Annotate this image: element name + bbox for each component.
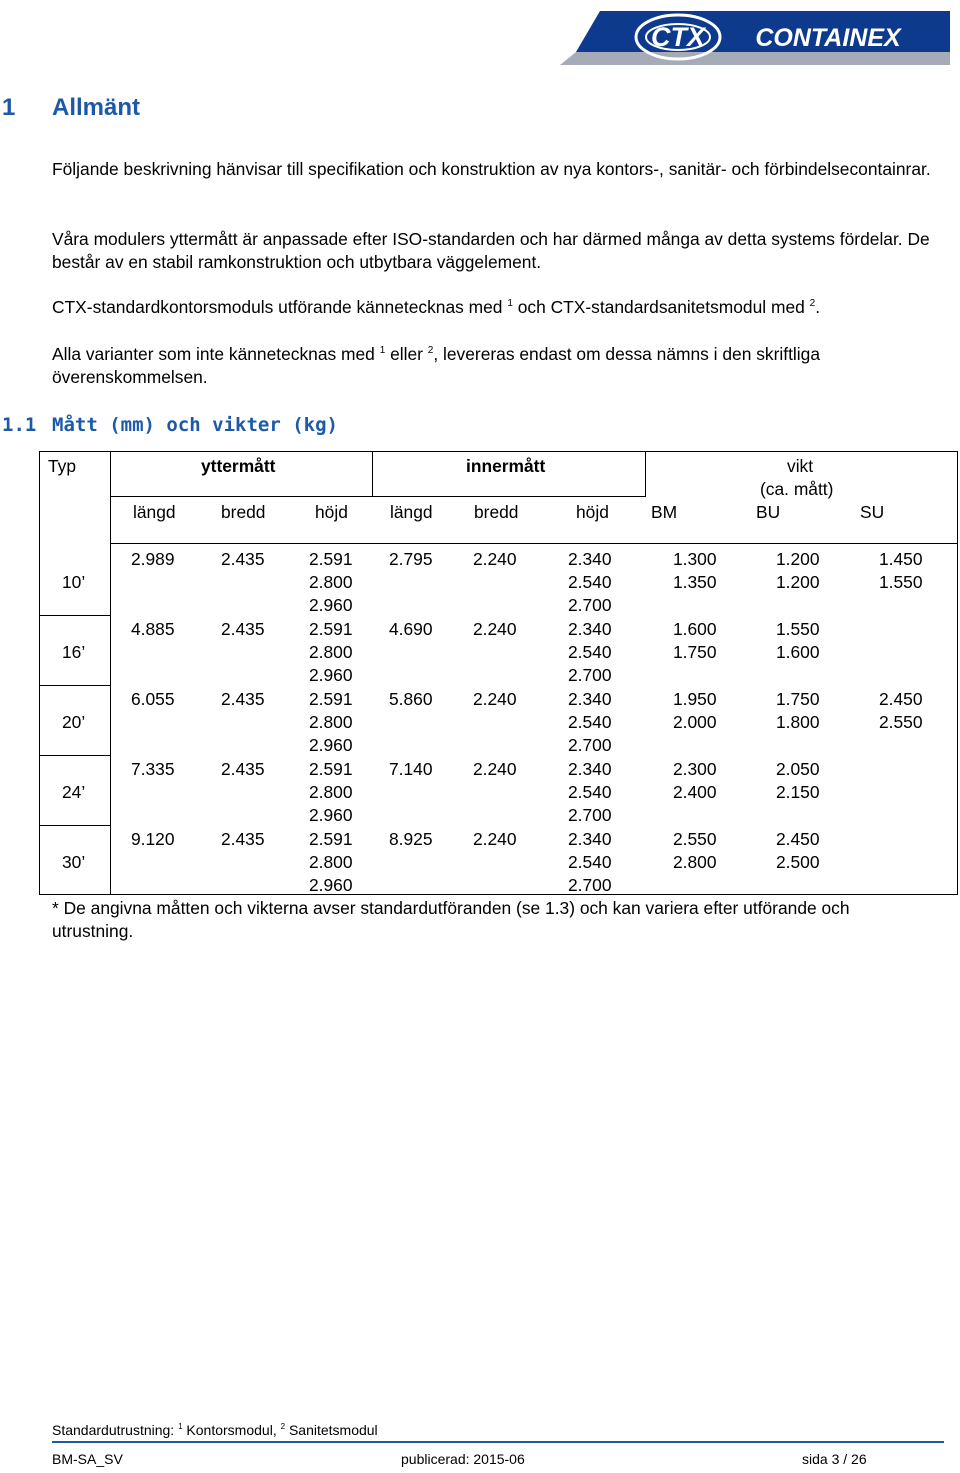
col-header: längd — [390, 502, 433, 522]
cell-outer-width: 2.435 — [221, 619, 265, 639]
cell-inner-length: 5.860 — [389, 689, 433, 709]
footer-divider — [52, 1441, 944, 1443]
table-typ-separator — [110, 451, 111, 895]
logo-brand-text: CONTAINEX — [755, 24, 901, 52]
section-number: 1 — [2, 94, 16, 121]
table-row-typ: 24’ — [62, 782, 86, 802]
cell-outer-height: 2.591 — [309, 829, 353, 849]
cell-bu: 1.200 — [776, 572, 820, 592]
cell-bu: 2.050 — [776, 759, 820, 779]
cell-bm: 2.400 — [673, 782, 717, 802]
cell-inner-height: 2.340 — [568, 549, 612, 569]
superscript-1: 1 — [178, 1422, 183, 1431]
typ-row-separator — [39, 825, 111, 826]
cell-inner-height: 2.540 — [568, 712, 612, 732]
containex-logo — [560, 8, 950, 70]
cell-bu: 1.600 — [776, 642, 820, 662]
typ-row-separator — [39, 615, 111, 616]
table-row-typ: 16’ — [62, 642, 86, 662]
footer-doc-code: BM-SA_SV — [52, 1451, 123, 1467]
cell-outer-height: 2.591 — [309, 759, 353, 779]
col-header: bredd — [474, 502, 519, 522]
cell-inner-height: 2.700 — [568, 735, 612, 755]
table-header-underline — [110, 496, 646, 497]
cell-su: 1.550 — [879, 572, 923, 592]
cell-bm: 1.950 — [673, 689, 717, 709]
cell-outer-height: 2.591 — [309, 549, 353, 569]
cell-su: 1.450 — [879, 549, 923, 569]
table-header-bottom — [110, 543, 958, 544]
cell-bm: 2.800 — [673, 852, 717, 872]
cell-inner-height: 2.340 — [568, 829, 612, 849]
cell-outer-width: 2.435 — [221, 829, 265, 849]
header-innermatt: innermått — [466, 456, 546, 476]
table-row-typ: 20’ — [62, 712, 86, 732]
cell-inner-height: 2.340 — [568, 619, 612, 639]
header-vikt-ca: (ca. mått) — [760, 479, 834, 499]
cell-bm: 2.550 — [673, 829, 717, 849]
col-header: BM — [651, 502, 678, 522]
cell-outer-length: 6.055 — [131, 689, 175, 709]
cell-inner-length: 8.925 — [389, 829, 433, 849]
footer-standard-equipment: Standardutrustning: $^1$ Kontorsmodul, $^2$ Sanitetsmodul — [52, 1422, 378, 1438]
cell-outer-length: 7.335 — [131, 759, 175, 779]
header-typ: Typ — [48, 456, 77, 476]
cell-bm: 1.300 — [673, 549, 717, 569]
cell-outer-height: 2.800 — [309, 572, 353, 592]
superscript-1: 1 — [379, 345, 386, 356]
footer-page-number: sida 3 / 26 — [802, 1451, 867, 1467]
logo-ctx-text: CTX — [651, 22, 705, 52]
table-border-right — [957, 451, 958, 895]
cell-su: 2.550 — [879, 712, 923, 732]
cell-inner-height: 2.700 — [568, 805, 612, 825]
cell-outer-width: 2.435 — [221, 759, 265, 779]
paragraph-variants: Alla varianter som inte kännetecknas med $^1$ eller $^2$, levereras endast om dessa nämns i den skriftliga överenskommelsen. — [52, 344, 821, 387]
header-yttermatt: yttermått — [201, 456, 276, 476]
table-row-typ: 30’ — [62, 852, 86, 872]
cell-bu: 1.750 — [776, 689, 820, 709]
table-border-top — [39, 451, 958, 452]
cell-outer-height: 2.800 — [309, 782, 353, 802]
cell-inner-width: 2.240 — [473, 619, 517, 639]
cell-outer-height: 2.960 — [309, 805, 353, 825]
cell-inner-height: 2.540 — [568, 642, 612, 662]
cell-outer-height: 2.960 — [309, 735, 353, 755]
col-header: BU — [756, 502, 781, 522]
paragraph-intro: Följande beskrivning hänvisar till specifikation och konstruktion av nya kontors-, sanitär- och förbindelsecontainrar. — [52, 159, 931, 179]
cell-outer-length: 2.989 — [131, 549, 175, 569]
header-vikt: vikt — [787, 456, 814, 476]
cell-bu: 1.200 — [776, 549, 820, 569]
cell-inner-length: 2.795 — [389, 549, 433, 569]
superscript-2: 2 — [280, 1422, 286, 1431]
cell-bu: 1.550 — [776, 619, 820, 639]
cell-inner-height: 2.540 — [568, 782, 612, 802]
table-border-left — [39, 451, 40, 895]
cell-inner-length: 4.690 — [389, 619, 433, 639]
superscript-1: 1 — [507, 298, 513, 309]
cell-outer-height: 2.591 — [309, 619, 353, 639]
col-header: längd — [133, 502, 176, 522]
superscript-2: 2 — [809, 298, 816, 309]
cell-bm: 1.600 — [673, 619, 717, 639]
table-header-separator — [645, 451, 646, 497]
cell-outer-length: 4.885 — [131, 619, 175, 639]
footer-published: publicerad: 2015-06 — [401, 1451, 525, 1467]
table-border-bottom — [39, 894, 958, 895]
col-header: SU — [860, 502, 885, 522]
cell-inner-width: 2.240 — [473, 759, 517, 779]
col-header: höjd — [576, 502, 609, 522]
cell-inner-height: 2.340 — [568, 759, 612, 779]
subsection-title: Mått (mm) och vikter (kg) — [52, 414, 338, 436]
cell-bu: 2.150 — [776, 782, 820, 802]
cell-inner-width: 2.240 — [473, 549, 517, 569]
table-row-typ: 10’ — [62, 572, 86, 592]
cell-outer-height: 2.800 — [309, 642, 353, 662]
cell-bu: 2.450 — [776, 829, 820, 849]
cell-bm: 1.750 — [673, 642, 717, 662]
cell-outer-width: 2.435 — [221, 689, 265, 709]
subsection-number: 1.1 — [2, 414, 37, 436]
cell-su: 2.450 — [879, 689, 923, 709]
cell-inner-width: 2.240 — [473, 829, 517, 849]
table-footnote: * De angivna måtten och vikterna avser standardutföranden (se 1.3) och kan variera efter utförande och utrustning. — [52, 898, 850, 941]
section-title: Allmänt — [52, 94, 141, 121]
paragraph-iso: Våra modulers yttermått är anpassade efter ISO-standarden och har därmed många av detta systems fördelar. De består av en stabil ramkonstruktion och utbytbara väggelement. — [52, 229, 930, 272]
col-header: höjd — [315, 502, 348, 522]
cell-inner-height: 2.700 — [568, 595, 612, 615]
cell-outer-height: 2.960 — [309, 595, 353, 615]
cell-inner-height: 2.340 — [568, 689, 612, 709]
cell-inner-height: 2.700 — [568, 875, 612, 895]
cell-bm: 1.350 — [673, 572, 717, 592]
superscript-2: 2 — [427, 345, 434, 356]
cell-inner-height: 2.540 — [568, 572, 612, 592]
typ-row-separator — [39, 755, 111, 756]
cell-outer-height: 2.960 — [309, 875, 353, 895]
paragraph-marking: CTX-standardkontorsmoduls utförande kännetecknas med $^1$ och CTX-standardsanitetsmodul med $^2$. — [52, 297, 821, 317]
cell-outer-height: 2.800 — [309, 852, 353, 872]
cell-outer-length: 9.120 — [131, 829, 175, 849]
cell-outer-width: 2.435 — [221, 549, 265, 569]
cell-inner-length: 7.140 — [389, 759, 433, 779]
cell-inner-height: 2.700 — [568, 665, 612, 685]
col-header: bredd — [221, 502, 266, 522]
cell-bu: 1.800 — [776, 712, 820, 732]
cell-outer-height: 2.591 — [309, 689, 353, 709]
cell-inner-height: 2.540 — [568, 852, 612, 872]
cell-bm: 2.300 — [673, 759, 717, 779]
table-header-separator — [372, 451, 373, 497]
cell-outer-height: 2.800 — [309, 712, 353, 732]
cell-bm: 2.000 — [673, 712, 717, 732]
typ-row-separator — [39, 685, 111, 686]
cell-inner-width: 2.240 — [473, 689, 517, 709]
cell-outer-height: 2.960 — [309, 665, 353, 685]
cell-bu: 2.500 — [776, 852, 820, 872]
